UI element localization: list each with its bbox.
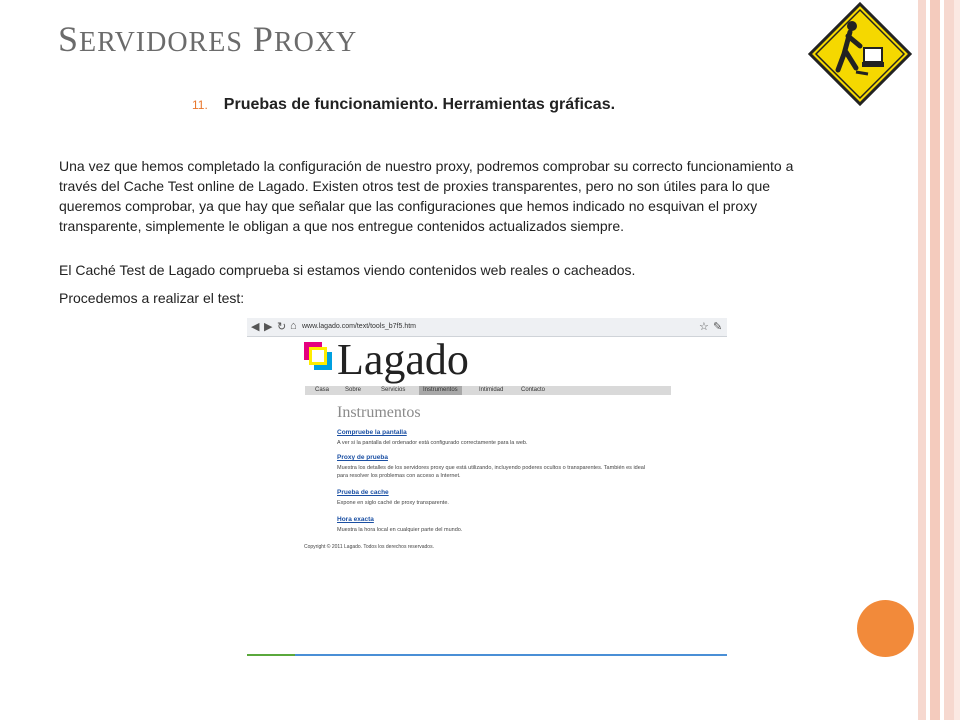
section-heading <box>192 96 615 114</box>
forward-icon[interactable]: ▶ <box>264 321 273 333</box>
decorative-circle <box>857 600 914 657</box>
construction-sign-icon <box>808 2 912 106</box>
reload-icon[interactable]: ↻ <box>277 321 287 333</box>
menu-item-intimidad[interactable]: Intimidad <box>479 387 504 393</box>
paragraph-cache-test: El Caché Test de Lagado comprueba si estamos viendo contenidos web reales o cacheados. <box>59 262 636 278</box>
back-icon[interactable]: ◀ <box>251 321 260 333</box>
desc-proxy-prueba: Muestra los detalles de los servidores proxy que está utilizando, incluyendo poderes ocultos o transparentes. También es ideal para resolver los problemas con acceso a Internet. <box>337 465 646 479</box>
address-bar[interactable]: www.lagado.com/text/tools_b7f5.htm <box>302 323 417 330</box>
link-compruebe-pantalla[interactable]: Compruebe la pantalla <box>337 429 407 436</box>
menu-item-casa[interactable]: Casa <box>315 387 330 393</box>
star-icon[interactable]: ☆ <box>699 321 709 333</box>
taskbar-line <box>247 654 727 656</box>
menu-item-instrumentos[interactable]: Instrumentos <box>419 386 462 395</box>
site-menu <box>305 386 671 395</box>
section-title-instrumentos: Instrumentos <box>337 404 421 421</box>
slide-title: SERVIDORES PROXY <box>58 19 358 59</box>
lagado-logo-text: Lagado <box>337 335 469 384</box>
link-prueba-cache[interactable]: Prueba de cache <box>337 489 389 496</box>
heading-number: 11. <box>192 98 208 112</box>
link-hora-exacta[interactable]: Hora exacta <box>337 516 374 523</box>
wrench-icon[interactable]: ✎ <box>713 321 723 333</box>
home-icon[interactable]: ⌂ <box>290 320 297 332</box>
menu-item-sobre[interactable]: Sobre <box>345 387 362 393</box>
browser-screenshot <box>247 318 727 656</box>
menu-item-servicios[interactable]: Servicios <box>381 387 406 393</box>
paragraph-proceed: Procedemos a realizar el test: <box>59 290 245 306</box>
desc-compruebe-pantalla: A ver si la pantalla del ordenador está configurado correctamente para la web. <box>337 440 528 446</box>
menu-item-contacto[interactable]: Contacto <box>521 387 546 393</box>
decorative-stripes <box>918 0 960 720</box>
link-proxy-prueba[interactable]: Proxy de prueba <box>337 454 388 461</box>
heading-text: Pruebas de funcionamiento. Herramientas gráficas. <box>223 96 616 113</box>
desc-hora-exacta: Muestra la hora local en cualquier parte del mundo. <box>337 527 463 533</box>
copyright: Copyright © 2011 Lagado. Todos los derechos reservados. <box>304 544 434 550</box>
desc-prueba-cache: Expone en siglo caché de proxy transparente. <box>337 500 449 506</box>
lagado-logo-icon <box>304 342 332 370</box>
paragraph-intro: Una vez que hemos completado la configuración de nuestro proxy, podremos comprobar su correcto funcionamiento a través del Cache Test online de Lagado. Existen otros test de proxies transparentes, pero no son útiles para lo que queremos comprobar, ya que hay que señalar que las configuraciones que hemos indicado no esquivan el proxy transparente, simplemente le obligan a que nos entregue contenidos actualizados siempre. <box>59 158 794 234</box>
browser-toolbar <box>247 318 727 337</box>
